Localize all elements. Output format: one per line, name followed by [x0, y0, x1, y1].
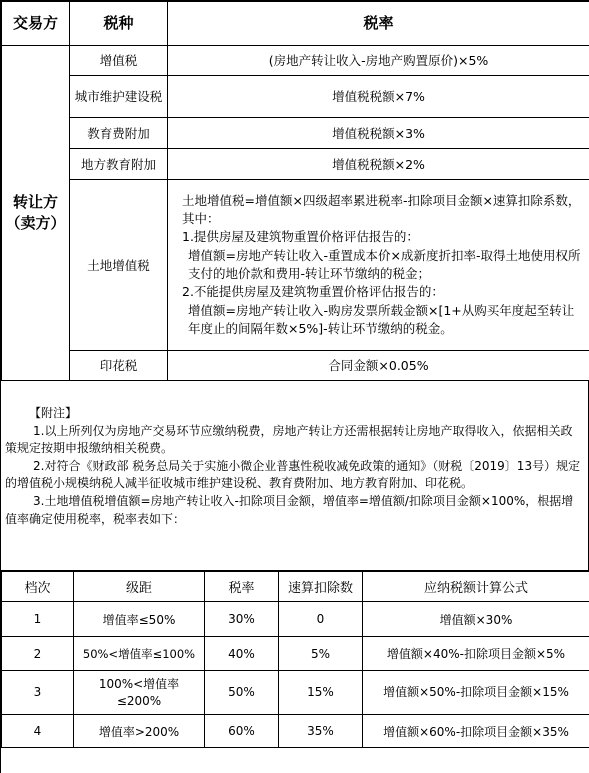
header-tax-type: 税种 — [70, 2, 168, 46]
table-row — [2, 351, 589, 381]
tax-name-land-appreciation: 土地增值税 — [70, 180, 168, 351]
notes-title: 【附注】 — [29, 406, 78, 420]
range-cell: 增值率>200% — [74, 715, 205, 748]
notes-section — [1, 381, 589, 571]
land-tax-case2-text: 增值额=房地产转让收入-购房发票所载金额×[1+从购买年度起至转让年度止的间隔年数×5%]-转让环节缴纳的税金。 — [188, 302, 575, 336]
rate-vat: (房地产转让收入-房地产购置原价)×5% — [168, 46, 589, 76]
party-label: 转让方 — [12, 193, 58, 211]
land-tax-case1-text: 增值额=房地产转让收入-重置成本价×成新度折扣率-取得土地使用权所支付的地价款和费用-转让环节缴纳的税金； — [188, 247, 581, 281]
tax-name-education-surcharge: 教育费附加 — [70, 118, 168, 149]
formula-cell: 增值额×60%-扣除项目金额×35% — [363, 715, 589, 748]
table-row — [2, 46, 589, 76]
table-row — [2, 76, 589, 118]
header-level: 档次 — [2, 572, 74, 602]
land-tax-formula: 土地增值税=增值额×四级超率累进税率-扣除项目金额×速算扣除系数，其中： — [182, 192, 581, 227]
tax-name-local-education: 地方教育附加 — [70, 149, 168, 180]
table-row — [2, 180, 589, 351]
rate-cell: 50% — [205, 671, 279, 715]
rate-cell: 40% — [205, 637, 279, 671]
deduction-cell: 35% — [279, 715, 363, 748]
level-cell: 2 — [2, 637, 74, 671]
party-cell — [2, 46, 70, 381]
formula-cell: 增值额×50%-扣除项目金额×15% — [363, 671, 589, 715]
tax-table — [1, 1, 589, 381]
tax-name-urban-construction: 城市维护建设税 — [70, 76, 168, 118]
header-party: 交易方 — [2, 2, 70, 46]
table-row — [2, 715, 589, 748]
level-cell: 4 — [2, 715, 74, 748]
land-tax-case1-title: 1.提供房屋及建筑物重置价格评估报告的： — [182, 229, 419, 245]
deduction-cell: 0 — [279, 602, 363, 637]
tax-name-stamp: 印花税 — [70, 351, 168, 381]
land-tax-detail — [168, 180, 589, 351]
header-deduction: 速算扣除数 — [279, 572, 363, 602]
range-cell: 50%<增值率≤100% — [74, 637, 205, 671]
note-item-2: 2.对符合《财政部 税务总局关于实施小微企业普惠性税收减免政策的通知》（财税〔2019〕13号）规定的增值税小规模纳税人减半征收城市维护建设税、教育费附加、地方教育附加、印花税。 — [5, 458, 581, 491]
formula-cell: 增值额×40%-扣除项目金额×5% — [363, 637, 589, 671]
note-item-1: 1.以上所列仅为房地产交易环节应缴纳税费，房地产转让方还需根据转让房地产取得收入，依据相关政策规定按期申报缴纳相关税费。 — [5, 423, 573, 456]
rate-local-education: 增值税税额×2% — [168, 149, 589, 180]
rate-stamp: 合同金额×0.05% — [168, 351, 589, 381]
table-row — [2, 118, 589, 149]
deduction-cell: 15% — [279, 671, 363, 715]
tax-name-vat: 增值税 — [70, 46, 168, 76]
header-rate: 税率 — [168, 2, 589, 46]
party-role: （卖方） — [5, 214, 66, 232]
level-cell: 1 — [2, 602, 74, 637]
table-row — [2, 671, 589, 715]
level-cell: 3 — [2, 671, 74, 715]
header-range: 级距 — [74, 572, 205, 602]
range-cell: 100%<增值率≤200% — [74, 671, 205, 715]
table-row — [2, 637, 589, 671]
note-item-3: 3.土地增值税增值额=房地产转让收入-扣除项目金额，增值率=增值额/扣除项目金额×100%，根据增值率确定使用税率，税率表如下： — [5, 493, 574, 526]
formula-cell: 增值额×30% — [363, 602, 589, 637]
rate-table-header-row — [2, 572, 589, 602]
rate-cell: 60% — [205, 715, 279, 748]
land-tax-rate-table — [1, 571, 589, 748]
table-row — [2, 149, 589, 180]
tax-table-header-row — [2, 2, 589, 46]
range-cell: 增值率≤50% — [74, 602, 205, 637]
rate-cell: 30% — [205, 602, 279, 637]
table-row — [2, 602, 589, 637]
rate-urban-construction: 增值税税额×7% — [168, 76, 589, 118]
deduction-cell: 5% — [279, 637, 363, 671]
header-tax-rate: 税率 — [205, 572, 279, 602]
header-formula: 应纳税额计算公式 — [363, 572, 589, 602]
land-tax-case2-title: 2.不能提供房屋及建筑物重置价格评估报告的： — [182, 284, 444, 300]
rate-education-surcharge: 增值税税额×3% — [168, 118, 589, 149]
